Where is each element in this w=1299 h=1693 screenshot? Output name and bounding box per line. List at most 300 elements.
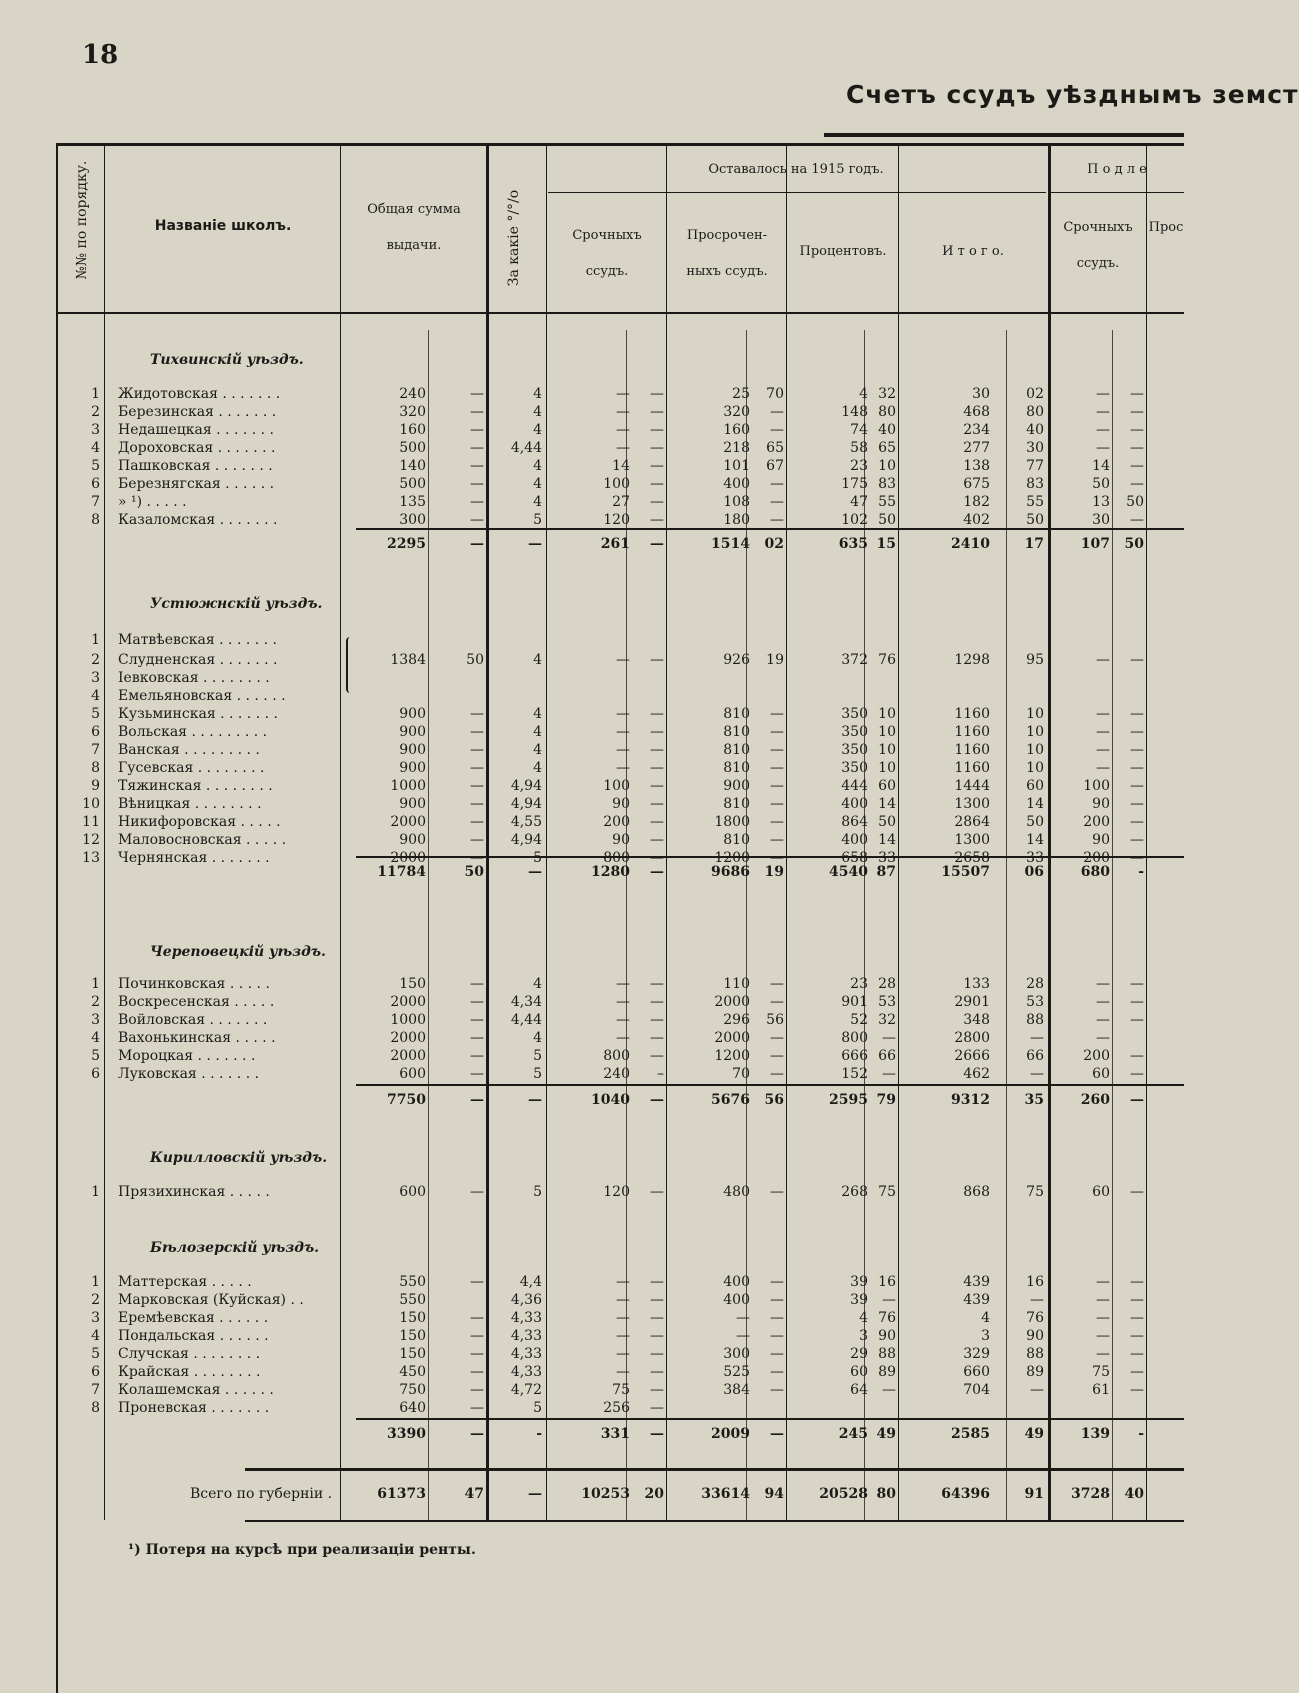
cell-ok: — xyxy=(770,512,784,528)
cell-dk: — xyxy=(1130,1346,1144,1362)
cell-pk: 79 xyxy=(876,1092,896,1108)
cell-uk: — xyxy=(650,1012,664,1028)
table-row xyxy=(0,796,1184,814)
cell-s: 320 xyxy=(399,404,426,420)
cell-tk: — xyxy=(1030,1292,1044,1308)
cell-s: 600 xyxy=(399,1184,426,1200)
cell-sk: — xyxy=(470,1184,484,1200)
cell-s: 600 xyxy=(399,1066,426,1082)
table-row xyxy=(0,688,1184,706)
cell-u: — xyxy=(616,404,630,420)
cell-tk: 80 xyxy=(1026,404,1044,420)
cell-tk: 66 xyxy=(1026,1048,1044,1064)
cell-uk: — xyxy=(650,652,664,668)
cell-u: 100 xyxy=(603,476,630,492)
footnote: ¹) Потеря на курсѣ при реализаціи ренты. xyxy=(128,1542,476,1558)
cell-p: 3 xyxy=(859,1328,868,1344)
cell-p: 901 xyxy=(841,994,868,1010)
cell-ok: 19 xyxy=(764,864,784,880)
cell-dk: — xyxy=(1130,458,1144,474)
cell-tk: 28 xyxy=(1026,976,1044,992)
subtotal-rule xyxy=(356,856,1184,858)
row-number: 7 xyxy=(91,494,100,510)
cell-o: 9686 xyxy=(711,864,750,880)
cell-uk: — xyxy=(650,440,664,456)
total-cell-pk: 80 xyxy=(876,1486,896,1502)
cell-d: 100 xyxy=(1083,778,1110,794)
uezd-heading: Череповецкій уѣздъ. xyxy=(150,944,326,960)
cell-s: 2000 xyxy=(390,850,426,866)
subtotal-row xyxy=(0,864,1184,882)
cell-t: 1300 xyxy=(954,832,990,848)
cell-u: — xyxy=(616,1012,630,1028)
cell-dk: — xyxy=(1130,404,1144,420)
cell-p: 175 xyxy=(841,476,868,492)
cell-dk: — xyxy=(1130,1092,1144,1108)
cell-ok: — xyxy=(770,1274,784,1290)
header-col-due-other: Прос xyxy=(1148,220,1184,235)
cell-s: 150 xyxy=(399,976,426,992)
school-name: Вѣницкая . . . . . . . . xyxy=(118,796,262,812)
cell-d: — xyxy=(1096,760,1110,776)
row-number: 5 xyxy=(91,458,100,474)
cell-uk: — xyxy=(650,1048,664,1064)
row-number: 5 xyxy=(91,1048,100,1064)
cell-dk: — xyxy=(1130,850,1144,866)
header-group-due: П о д л е xyxy=(1087,162,1147,177)
table-row xyxy=(0,1310,1184,1328)
cell-t: 2585 xyxy=(951,1426,990,1442)
cell-o: 108 xyxy=(723,494,750,510)
cell-u: 27 xyxy=(612,494,630,510)
cell-dk: — xyxy=(1130,1328,1144,1344)
school-name: Іевковская . . . . . . . . xyxy=(118,670,270,686)
cell-u: — xyxy=(616,1310,630,1326)
cell-r: 5 xyxy=(533,1066,542,1082)
cell-t: 138 xyxy=(963,458,990,474)
cell-s: 550 xyxy=(399,1292,426,1308)
header-col-total: И т о г о. xyxy=(942,244,1004,259)
table-row xyxy=(0,670,1184,688)
cell-o: 300 xyxy=(723,1346,750,1362)
cell-sk: — xyxy=(470,1066,484,1082)
cell-o: 400 xyxy=(723,1274,750,1290)
cell-sk: — xyxy=(470,512,484,528)
cell-d: — xyxy=(1096,1310,1110,1326)
row-number: 6 xyxy=(91,724,100,740)
cell-d: — xyxy=(1096,422,1110,438)
cell-o: — xyxy=(736,1310,750,1326)
cell-uk: — xyxy=(650,1328,664,1344)
cell-d: — xyxy=(1096,1346,1110,1362)
cell-pk: 32 xyxy=(878,386,896,402)
cell-tk: 95 xyxy=(1026,652,1044,668)
cell-o: 900 xyxy=(723,778,750,794)
totals-bottom-rule xyxy=(245,1520,1184,1522)
cell-uk: — xyxy=(650,1092,664,1108)
cell-d: 90 xyxy=(1092,832,1110,848)
cell-ok: — xyxy=(770,1066,784,1082)
cell-o: 2009 xyxy=(711,1426,750,1442)
cell-pk: 16 xyxy=(878,1274,896,1290)
table-row xyxy=(0,1030,1184,1048)
table-row xyxy=(0,1346,1184,1364)
table-row xyxy=(0,1012,1184,1030)
row-number: 3 xyxy=(91,422,100,438)
row-number: 2 xyxy=(91,404,100,420)
row-number: 7 xyxy=(91,1382,100,1398)
cell-u: 1280 xyxy=(591,864,630,880)
cell-uk: — xyxy=(650,796,664,812)
cell-r: 4,94 xyxy=(510,778,542,794)
cell-pk: 76 xyxy=(878,1310,896,1326)
cell-s: 2000 xyxy=(390,1048,426,1064)
cell-s: 500 xyxy=(399,440,426,456)
cell-o: 180 xyxy=(723,512,750,528)
cell-tk: 55 xyxy=(1026,494,1044,510)
cell-o: 525 xyxy=(723,1364,750,1380)
cell-dk: — xyxy=(1130,760,1144,776)
cell-d: 50 xyxy=(1092,476,1110,492)
uezd-heading: Устюжнскій уѣздъ. xyxy=(150,596,323,612)
cell-u: 1040 xyxy=(591,1092,630,1108)
cell-sk: — xyxy=(470,494,484,510)
table-row xyxy=(0,1328,1184,1346)
cell-d: 30 xyxy=(1092,512,1110,528)
cell-d: 90 xyxy=(1092,796,1110,812)
cell-u: — xyxy=(616,1274,630,1290)
cell-u: — xyxy=(616,1328,630,1344)
cell-sk: — xyxy=(470,536,484,552)
school-name: Березинская . . . . . . . xyxy=(118,404,277,420)
cell-ok: — xyxy=(770,976,784,992)
cell-r: 5 xyxy=(533,1184,542,1200)
school-name: Вольская . . . . . . . . . xyxy=(118,724,268,740)
row-number: 7 xyxy=(91,742,100,758)
total-cell-uk: 20 xyxy=(644,1486,664,1502)
total-cell-u: 10253 xyxy=(581,1486,630,1502)
cell-sk: — xyxy=(470,458,484,474)
cell-o: 384 xyxy=(723,1382,750,1398)
school-name: Никифоровская . . . . . xyxy=(118,814,281,830)
cell-pk: 87 xyxy=(876,864,896,880)
cell-u: — xyxy=(616,976,630,992)
cell-r: 4 xyxy=(533,652,542,668)
cell-p: 800 xyxy=(841,1030,868,1046)
cell-dk: — xyxy=(1130,1382,1144,1398)
cell-u: 261 xyxy=(600,536,630,552)
subtotal-rule xyxy=(356,1084,1184,1086)
cell-t: 133 xyxy=(963,976,990,992)
header-col-overdue-1: Просрочен- xyxy=(686,228,768,243)
cell-t: 675 xyxy=(963,476,990,492)
cell-sk: — xyxy=(470,1382,484,1398)
cell-uk: — xyxy=(650,976,664,992)
row-number: 5 xyxy=(91,1346,100,1362)
cell-ok: — xyxy=(770,742,784,758)
cell-pk: 66 xyxy=(878,1048,896,1064)
cell-t: 468 xyxy=(963,404,990,420)
cell-o: 810 xyxy=(723,760,750,776)
cell-pk: 90 xyxy=(878,1328,896,1344)
cell-sk: — xyxy=(470,1364,484,1380)
cell-tk: 89 xyxy=(1026,1364,1044,1380)
cell-dk: — xyxy=(1130,724,1144,740)
total-cell-d: 3728 xyxy=(1071,1486,1110,1502)
row-number: 1 xyxy=(91,386,100,402)
cell-o: — xyxy=(736,1328,750,1344)
cell-dk: — xyxy=(1130,512,1144,528)
school-name: Слудненская . . . . . . . xyxy=(118,652,278,668)
cell-d: 260 xyxy=(1080,1092,1110,1108)
cell-o: 218 xyxy=(723,440,750,456)
cell-t: 30 xyxy=(972,386,990,402)
cell-r: 4,33 xyxy=(510,1346,542,1362)
cell-dk: — xyxy=(1130,1012,1144,1028)
cell-u: — xyxy=(616,742,630,758)
total-cell-tk: 91 xyxy=(1024,1486,1044,1502)
cell-p: 666 xyxy=(841,1048,868,1064)
cell-tk: 10 xyxy=(1026,742,1044,758)
cell-dk: — xyxy=(1130,476,1144,492)
school-name: Воскресенская . . . . . xyxy=(118,994,275,1010)
table-row xyxy=(0,1400,1184,1418)
cell-sk: — xyxy=(470,994,484,1010)
cell-pk: 10 xyxy=(878,458,896,474)
cell-o: 810 xyxy=(723,742,750,758)
cell-dk: — xyxy=(1130,994,1144,1010)
cell-o: 2000 xyxy=(714,1030,750,1046)
cell-dk: — xyxy=(1130,1310,1144,1326)
cell-ok: — xyxy=(770,1292,784,1308)
cell-uk: — xyxy=(650,404,664,420)
cell-t: 462 xyxy=(963,1066,990,1082)
cell-t: 348 xyxy=(963,1012,990,1028)
cell-u: 75 xyxy=(612,1382,630,1398)
cell-dk: - xyxy=(1138,1426,1144,1442)
cell-d: 14 xyxy=(1092,458,1110,474)
cell-u: 90 xyxy=(612,796,630,812)
cell-u: 200 xyxy=(603,814,630,830)
cell-o: 400 xyxy=(723,476,750,492)
cell-pk: 10 xyxy=(878,742,896,758)
table-row xyxy=(0,832,1184,850)
cell-sk: — xyxy=(470,1328,484,1344)
cell-dk: - xyxy=(1138,864,1144,880)
table-row xyxy=(0,404,1184,422)
cell-sk: — xyxy=(470,1030,484,1046)
cell-ok: — xyxy=(770,1048,784,1064)
cell-dk: 50 xyxy=(1126,494,1144,510)
cell-p: 148 xyxy=(841,404,868,420)
school-name: Березнягская . . . . . . xyxy=(118,476,275,492)
cell-s: 150 xyxy=(399,1328,426,1344)
cell-d: — xyxy=(1096,706,1110,722)
cell-d: 61 xyxy=(1092,1382,1110,1398)
school-name: » ¹) . . . . . xyxy=(118,494,187,510)
row-number: 2 xyxy=(91,994,100,1010)
cell-tk: 17 xyxy=(1024,536,1044,552)
cell-uk: — xyxy=(650,1030,664,1046)
cell-r: 4 xyxy=(533,976,542,992)
cell-r: - xyxy=(536,1426,542,1442)
table-row xyxy=(0,1292,1184,1310)
cell-ok: 19 xyxy=(766,652,784,668)
cell-ok: — xyxy=(770,994,784,1010)
cell-tk: — xyxy=(1030,1030,1044,1046)
title-rule xyxy=(824,133,1184,137)
total-cell-sk: 47 xyxy=(464,1486,484,1502)
cell-ok: — xyxy=(770,1346,784,1362)
row-number: 6 xyxy=(91,476,100,492)
cell-t: 1160 xyxy=(954,724,990,740)
cell-t: 660 xyxy=(963,1364,990,1380)
cell-t: 2658 xyxy=(954,850,990,866)
page-number: 18 xyxy=(82,40,119,70)
cell-uk: — xyxy=(650,1346,664,1362)
cell-r: 4 xyxy=(533,458,542,474)
cell-o: 25 xyxy=(732,386,750,402)
table-row xyxy=(0,778,1184,796)
cell-o: 810 xyxy=(723,706,750,722)
cell-sk: — xyxy=(470,440,484,456)
cell-u: — xyxy=(616,1292,630,1308)
cell-dk: — xyxy=(1130,440,1144,456)
cell-t: 1160 xyxy=(954,742,990,758)
cell-uk: — xyxy=(650,742,664,758)
cell-d: — xyxy=(1096,1292,1110,1308)
cell-d: — xyxy=(1096,1274,1110,1290)
cell-ok: — xyxy=(770,1310,784,1326)
cell-p: 444 xyxy=(841,778,868,794)
cell-sk: — xyxy=(470,706,484,722)
cell-r: 4 xyxy=(533,724,542,740)
cell-uk: — xyxy=(650,994,664,1010)
cell-t: 439 xyxy=(963,1292,990,1308)
cell-sk: — xyxy=(470,796,484,812)
cell-d: 60 xyxy=(1092,1066,1110,1082)
cell-u: 120 xyxy=(603,1184,630,1200)
cell-ok: — xyxy=(770,1030,784,1046)
cell-sk: — xyxy=(470,422,484,438)
cell-p: 74 xyxy=(850,422,868,438)
cell-u: 14 xyxy=(612,458,630,474)
cell-tk: 16 xyxy=(1026,1274,1044,1290)
school-name: Емельяновская . . . . . . xyxy=(118,688,286,704)
table-row xyxy=(0,706,1184,724)
cell-uk: — xyxy=(650,458,664,474)
cell-d: 680 xyxy=(1080,864,1110,880)
cell-p: 864 xyxy=(841,814,868,830)
header-col-due-urgent-2: ссудъ. xyxy=(1076,256,1120,271)
school-name: Колашемская . . . . . . xyxy=(118,1382,274,1398)
cell-pk: 40 xyxy=(878,422,896,438)
school-name: Случская . . . . . . . . xyxy=(118,1346,261,1362)
cell-dk: — xyxy=(1130,976,1144,992)
cell-r: 5 xyxy=(533,1048,542,1064)
cell-o: 810 xyxy=(723,724,750,740)
cell-r: 4,36 xyxy=(510,1292,542,1308)
cell-dk: — xyxy=(1130,386,1144,402)
cell-o: 320 xyxy=(723,404,750,420)
total-cell-dk: 40 xyxy=(1124,1486,1144,1502)
cell-tk: 33 xyxy=(1026,850,1044,866)
cell-tk: — xyxy=(1030,1066,1044,1082)
cell-p: 372 xyxy=(841,652,868,668)
cell-pk: 14 xyxy=(878,796,896,812)
cell-s: 150 xyxy=(399,1346,426,1362)
cell-uk: — xyxy=(650,536,664,552)
cell-uk: — xyxy=(650,706,664,722)
cell-ok: 56 xyxy=(766,1012,784,1028)
table-row xyxy=(0,976,1184,994)
cell-d: — xyxy=(1096,404,1110,420)
cell-u: — xyxy=(616,422,630,438)
cell-t: 1160 xyxy=(954,706,990,722)
row-number: 11 xyxy=(82,814,100,830)
cell-uk: — xyxy=(650,1184,664,1200)
school-name: Мороцкая . . . . . . . xyxy=(118,1048,256,1064)
cell-s: 900 xyxy=(399,706,426,722)
cell-t: 15507 xyxy=(941,864,990,880)
cell-u: 100 xyxy=(603,778,630,794)
cell-d: — xyxy=(1096,1328,1110,1344)
cell-sk: — xyxy=(470,832,484,848)
cell-uk: — xyxy=(650,850,664,866)
cell-t: 329 xyxy=(963,1346,990,1362)
cell-u: — xyxy=(616,652,630,668)
cell-u: — xyxy=(616,1030,630,1046)
cell-t: 2864 xyxy=(954,814,990,830)
row-number: 4 xyxy=(91,1328,100,1344)
table-row xyxy=(0,1364,1184,1382)
cell-u: — xyxy=(616,1364,630,1380)
row-number: 8 xyxy=(91,512,100,528)
cell-d: 107 xyxy=(1080,536,1110,552)
cell-s: 2000 xyxy=(390,814,426,830)
cell-t: 2800 xyxy=(954,1030,990,1046)
cell-uk: — xyxy=(650,724,664,740)
cell-p: 4 xyxy=(859,386,868,402)
cell-ok: — xyxy=(770,422,784,438)
cell-s: 500 xyxy=(399,476,426,492)
cell-t: 868 xyxy=(963,1184,990,1200)
cell-s: 1000 xyxy=(390,1012,426,1028)
school-name: Кузьминская . . . . . . . xyxy=(118,706,278,722)
cell-s: 750 xyxy=(399,1382,426,1398)
cell-p: 350 xyxy=(841,706,868,722)
cell-pk: — xyxy=(882,1382,896,1398)
cell-dk: — xyxy=(1130,1184,1144,1200)
cell-r: 5 xyxy=(533,512,542,528)
cell-t: 1444 xyxy=(954,778,990,794)
cell-o: 1200 xyxy=(714,850,750,866)
cell-sk: — xyxy=(470,1012,484,1028)
cell-o: 5676 xyxy=(711,1092,750,1108)
cell-r: 4 xyxy=(533,706,542,722)
row-number: 2 xyxy=(91,652,100,668)
row-number: 1 xyxy=(91,976,100,992)
cell-p: 47 xyxy=(850,494,868,510)
cell-o: 101 xyxy=(723,458,750,474)
subtotal-rule xyxy=(356,528,1184,530)
row-number: 3 xyxy=(91,1310,100,1326)
school-name: Недашецкая . . . . . . . xyxy=(118,422,274,438)
table-row xyxy=(0,440,1184,458)
cell-sk: — xyxy=(470,404,484,420)
cell-r: 5 xyxy=(533,850,542,866)
cell-tk: 35 xyxy=(1024,1092,1044,1108)
